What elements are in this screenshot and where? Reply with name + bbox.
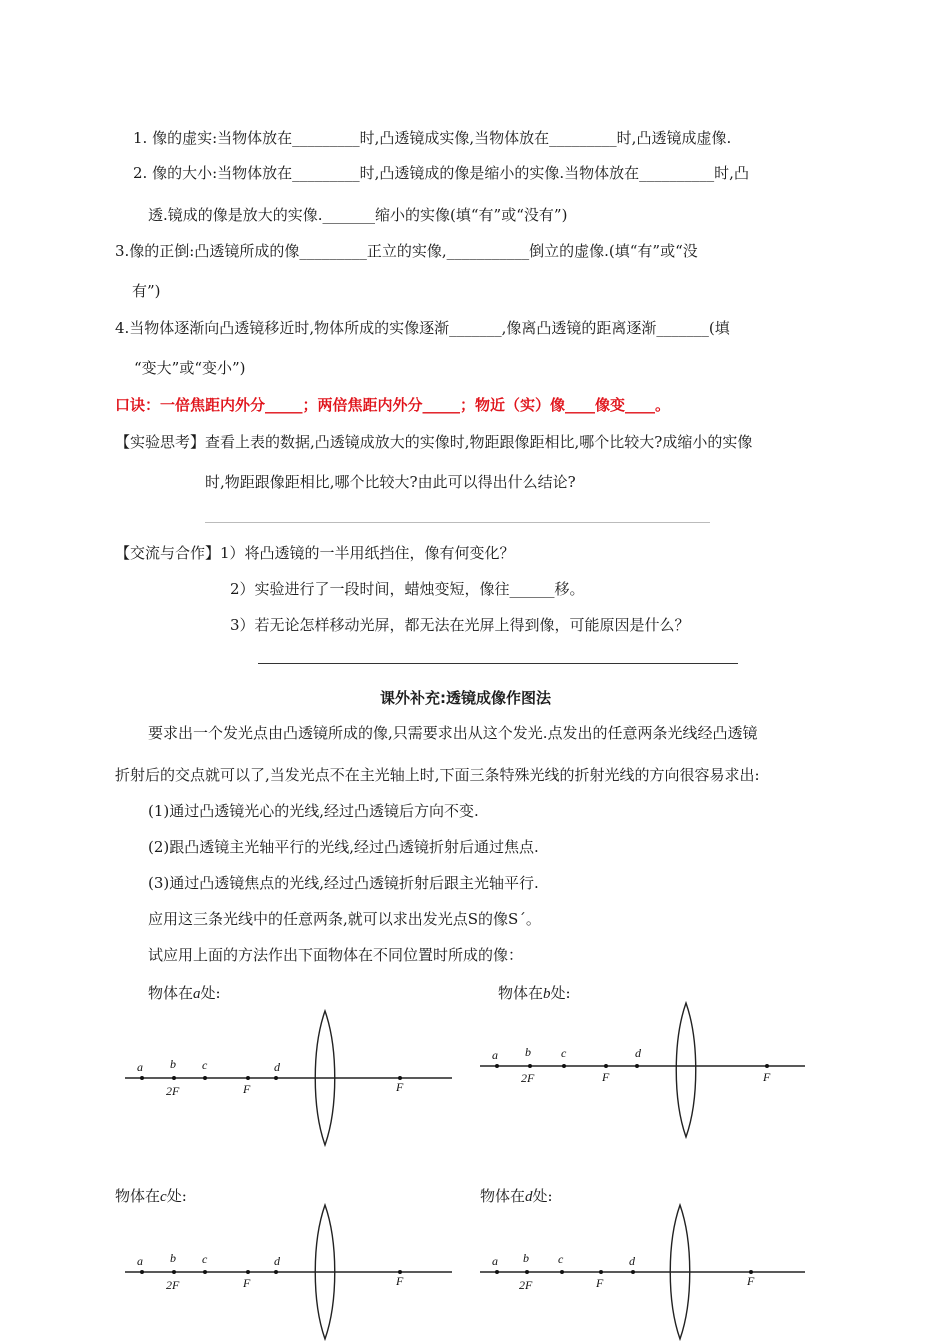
point-a [140, 1076, 144, 1080]
question-3-line1: 3.像的正倒:凸透镜所成的像_________正立的实像,___________倒立的虚像.(填“有”或“没 [115, 242, 698, 260]
point-c [560, 1270, 564, 1274]
point-a [495, 1064, 499, 1068]
label-d: d [274, 1254, 280, 1268]
label-b: b [170, 1057, 176, 1071]
caption-a: 物体在a处: [148, 984, 221, 1002]
label-2f: 2F [519, 1278, 533, 1292]
experiment-line1: 【实验思考】查看上表的数据,凸透镜成放大的实像时,物距跟像距相比,哪个比较大?成缩小的实像 [115, 433, 753, 451]
question-4-line2: “变大”或“变小”) [134, 359, 246, 377]
label-f-left: F [602, 1070, 610, 1084]
label-c: c [561, 1046, 567, 1060]
label-b: b [523, 1251, 529, 1265]
label-c: c [558, 1252, 564, 1266]
apply-text: 应用这三条光线中的任意两条,就可以求出发光点S的像S´。 [148, 910, 541, 928]
answer-line [258, 663, 738, 664]
point-f-left [604, 1064, 608, 1068]
caption-c: 物体在c处: [115, 1187, 187, 1205]
supplement-intro-line1: 要求出一个发光点由凸透镜所成的像,只需要求出从这个发光.点发出的任意两条光线经凸透镜 [148, 724, 758, 742]
point-d [635, 1064, 639, 1068]
point-f-right [765, 1064, 769, 1068]
lens-diagram-d [475, 1202, 815, 1342]
point-b-2f [172, 1076, 176, 1080]
caption-d: 物体在d处: [480, 1187, 553, 1205]
question-3-line2: 有”) [132, 282, 161, 300]
point-f-left [246, 1076, 250, 1080]
label-a: a [137, 1060, 143, 1074]
label-2f: 2F [521, 1071, 535, 1085]
point-a [140, 1270, 144, 1274]
exchange-q2: 2）实验进行了一段时间，蜡烛变短，像往______移。 [230, 580, 585, 598]
point-f-left [599, 1270, 603, 1274]
answer-line [205, 522, 710, 523]
label-b: b [170, 1251, 176, 1265]
label-d: d [274, 1060, 280, 1074]
point-c [562, 1064, 566, 1068]
label-a: a [492, 1048, 498, 1062]
lens-diagram-b [475, 1000, 815, 1140]
point-b-2f [525, 1270, 529, 1274]
label-2f: 2F [166, 1278, 180, 1292]
label-f-left: F [596, 1276, 604, 1290]
point-d [631, 1270, 635, 1274]
label-f-right: F [763, 1070, 771, 1084]
label-f-right: F [396, 1274, 404, 1288]
label-f-left: F [243, 1082, 251, 1096]
point-b-2f [528, 1064, 532, 1068]
label-d: d [629, 1254, 635, 1268]
label-b: b [525, 1045, 531, 1059]
label-c: c [202, 1058, 208, 1072]
point-f-left [246, 1270, 250, 1274]
question-2-line1: 2. 像的大小:当物体放在_________时,凸透镜成的像是缩小的实像.当物体放在__________时,凸 [133, 164, 749, 182]
supplement-title: 课外补充:透镜成像作图法 [380, 689, 551, 707]
experiment-line2: 时,物距跟像距相比,哪个比较大?由此可以得出什么结论? [205, 473, 576, 491]
label-a: a [137, 1254, 143, 1268]
task-text: 试应用上面的方法作出下面物体在不同位置时所成的像： [148, 946, 524, 964]
question-4-line1: 4.当物体逐渐向凸透镜移近时,物体所成的实像逐渐_______,像离凸透镜的距离逐渐_______(填 [115, 319, 730, 337]
label-a: a [492, 1254, 498, 1268]
supplement-intro-line2: 折射后的交点就可以了,当发光点不在主光轴上时,下面三条特殊光线的折射光线的方向很容易求出: [115, 766, 760, 784]
label-d: d [635, 1046, 641, 1060]
point-c [203, 1076, 207, 1080]
label-f-right: F [396, 1080, 404, 1094]
caption-b: 物体在b处: [498, 984, 571, 1002]
label-2f: 2F [166, 1084, 180, 1098]
convex-lens [676, 1003, 696, 1137]
mnemonic: 口诀：一倍焦距内外分_____；两倍焦距内外分_____；物近（实）像____像变____。 [115, 396, 671, 414]
lens-diagram-a [120, 1008, 460, 1148]
lens-diagram-c [120, 1202, 460, 1342]
point-d [274, 1270, 278, 1274]
question-2-line2: 透.镜成的像是放大的实像._______缩小的实像(填“有”或“没有”) [148, 206, 568, 224]
point-c [203, 1270, 207, 1274]
rule-3: (3)通过凸透镜焦点的光线,经过凸透镜折射后跟主光轴平行. [148, 874, 539, 892]
question-1: 1. 像的虚实:当物体放在_________时,凸透镜成实像,当物体放在_________时,凸透镜成虚像. [133, 129, 732, 147]
exchange-q3: 3）若无论怎样移动光屏，都无法在光屏上得到像，可能原因是什么？ [230, 616, 690, 634]
label-f-left: F [243, 1276, 251, 1290]
label-c: c [202, 1252, 208, 1266]
point-a [495, 1270, 499, 1274]
point-b-2f [172, 1270, 176, 1274]
exchange-q1: 【交流与合作】1）将凸透镜的一半用纸挡住，像有何变化？ [115, 544, 515, 562]
rule-2: (2)跟凸透镜主光轴平行的光线,经过凸透镜折射后通过焦点. [148, 838, 539, 856]
rule-1: (1)通过凸透镜光心的光线,经过凸透镜后方向不变. [148, 802, 479, 820]
point-d [274, 1076, 278, 1080]
label-f-right: F [747, 1274, 755, 1288]
